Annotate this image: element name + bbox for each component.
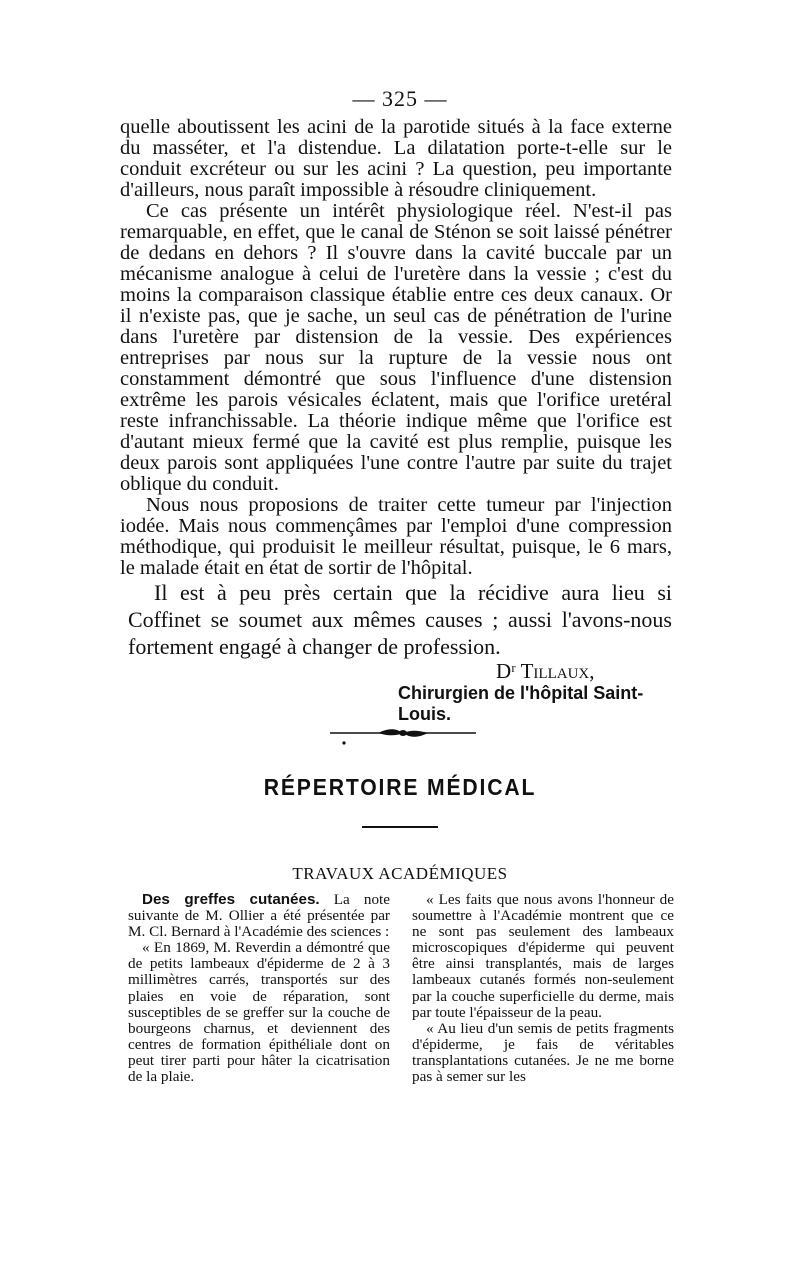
left-paragraph-1 (128, 892, 390, 940)
paragraph-1: quelle aboutissent les acini de la parotide situés à la face externe du masséter, et l'a distendue. La dilatation porte-t-elle sur le conduit excréteur ou sur les acini ? La question, peu importante d'ailleurs, nous paraît impossible à résoudre cliniquement. (120, 116, 672, 201)
ornament-divider (330, 725, 476, 747)
section-subtitle: TRAVAUX ACADÉMIQUES (292, 864, 508, 883)
right-paragraph-1: « Les faits que nous avons l'honneur de soumettre à l'Académie montrent que ce ne sont pas seulement des lambeaux microscopiques d'épiderme qui peuvent être ainsi transplantés, mais de larges lambeaux cutanés formés non-seulement par la couche superficielle du derme, mais par toute l'épaisseur de la peau. (412, 891, 674, 1021)
section-title: RÉPERTOIRE MÉDICAL (263, 774, 537, 800)
paragraph-3: Nous nous proposions de traiter cette tumeur par l'injection iodée. Mais nous commençâmes par l'emploi d'une compression méthodique, qui produisit le meilleur résultat, puisque, le 6 mars, le malade était en état de sortir de l'hôpital. (120, 494, 672, 579)
article-lead: Des greffes cutanées. (142, 891, 320, 908)
section-rule (362, 826, 438, 828)
paragraph-2: Ce cas présente un intérêt physiologique réel. N'est-il pas remarquable, en effet, que le canal de Sténon se soit laissé pénétrer de dedans en dehors ? Il s'ouvre dans la cavité buccale par un mécanisme analogue à celui de l'uretère dans la vessie ; c'est du moins la comparaison classique établie entre ces deux canaux. Or il n'existe pas, que je sache, un seul cas de pénétration de l'urine dans l'uretère par distension de la vessie. Des expériences entreprises par nous sur la rupture de la vessie nous ont constamment démontré que sous l'influence d'une distension extrême les parois vésicales éclatent, mais que l'orifice uretéral reste infranchissable. La théorie indique même que l'orifice est d'autant mieux fermé que la cavité est plus remplie, puisque les deux parois sont appliquées l'une contre l'autre par suite du trajet oblique du conduit. (120, 200, 672, 495)
continued-article (120, 117, 672, 579)
right-column (412, 892, 674, 1085)
left-column (128, 892, 390, 1085)
paragraph-4: Il est à peu près certain que la récidive aura lieu si Coffinet se soumet aux mêmes causes ; aussi l'avons-nous fortement engagé à changer de profession. (128, 580, 672, 659)
left-paragraph-1-text: La note suivante de M. Ollier a été présentée par M. Cl. Bernard à l'Académie des sciences : (128, 891, 390, 941)
signature-name: Dʳ Tillaux, (496, 659, 595, 683)
page-number: — 325 — (352, 86, 448, 111)
left-paragraph-2: « En 1869, M. Reverdin a démontré que de petits lambeaux d'épiderme de 2 à 3 millimètres carrés, transportés sur des plaies en voie de réparation, sont susceptibles de se greffer sur la couche de bourgeons charnus, et deviennent des centres de formation épithéliale dont on peut tirer parti pour hâter la cicatrisation de la plaie. (128, 939, 390, 1086)
closing-paragraph-block (128, 579, 672, 660)
signature-title: Chirurgien de l'hôpital Saint-Louis. (398, 683, 644, 724)
right-paragraph-2: « Au lieu d'un semis de petits fragments d'épiderme, je fais de véritables transplantations cutanées. Je ne me borne pas à semer sur les (412, 1019, 674, 1086)
